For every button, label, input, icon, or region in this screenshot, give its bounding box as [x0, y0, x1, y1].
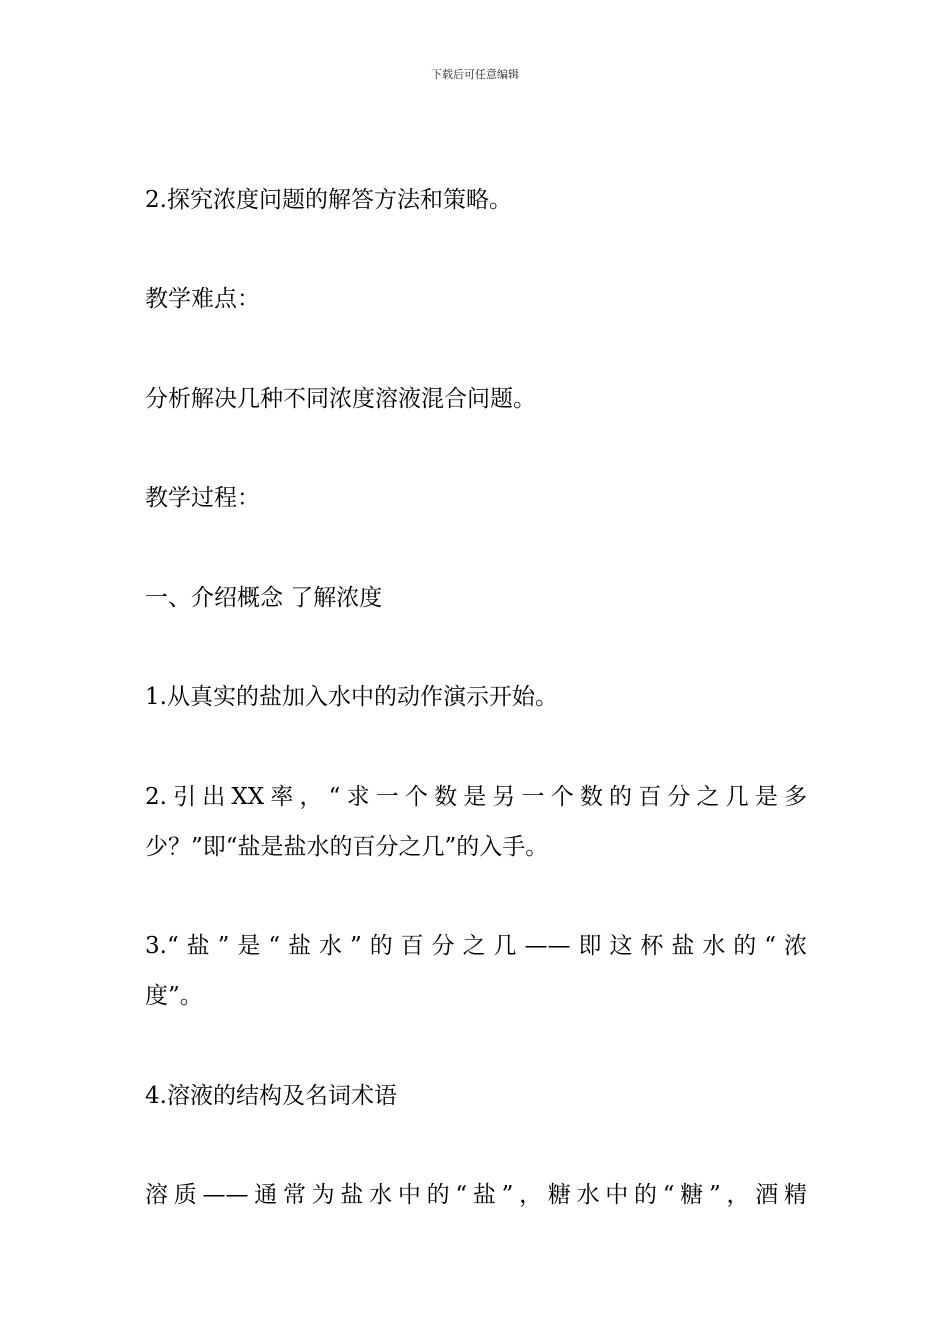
paragraph-goal-2: 2.探究浓度问题的解答方法和策略。 — [145, 187, 512, 213]
paragraph-step-3-line-1: 3.“盐”是“盐水”的百分之几——即这杯盐水的“浓 — [145, 933, 807, 959]
header-note: 下载后可任意编辑 — [431, 68, 519, 81]
paragraph-step-3 — [145, 921, 807, 1021]
paragraph-step-3-line-2: 度”。 — [145, 983, 203, 1009]
paragraph-solute-line-1: 溶质——通常为盐水中的“盐”，糖水中的“糖”，酒精 — [145, 1182, 807, 1208]
paragraph-step-2 — [145, 772, 807, 872]
heading-teaching-difficulty: 教学难点： — [145, 286, 260, 312]
paragraph-difficulty: 分析解决几种不同浓度溶液混合问题。 — [145, 386, 536, 412]
paragraph-step-1: 1.从真实的盐加入水中的动作演示开始。 — [145, 684, 558, 710]
paragraph-step-4: 4.溶液的结构及名词术语 — [145, 1083, 397, 1109]
paragraph-step-2-line-2: 少？”即“盐是盐水的百分之几”的入手。 — [145, 834, 549, 860]
paragraph-solute — [145, 1170, 807, 1220]
section-heading-1: 一、介绍概念 了解浓度 — [145, 585, 383, 611]
heading-teaching-process: 教学过程： — [145, 485, 260, 511]
paragraph-step-2-line-1: 2.引出XX率，“求一个数是另一个数的百分之几是多 — [145, 784, 807, 810]
